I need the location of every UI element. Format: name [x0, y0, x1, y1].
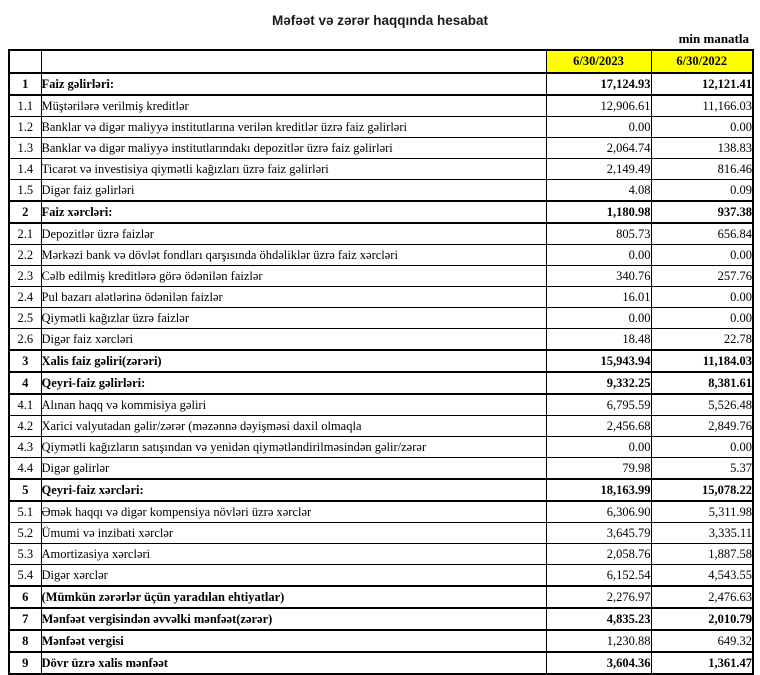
table-row [9, 652, 753, 674]
table-row [9, 138, 753, 159]
row-label: Cəlb edilmiş kreditlərə görə ödənilən faizlər [41, 266, 546, 287]
row-number: 8 [9, 630, 41, 652]
value-2022: 2,010.79 [651, 608, 753, 630]
value-2022: 1,887.58 [651, 544, 753, 565]
value-2022: 3,335.11 [651, 523, 753, 544]
row-label: Faiz xərcləri: [41, 201, 546, 223]
row-number: 2 [9, 201, 41, 223]
row-number: 1.3 [9, 138, 41, 159]
value-2023: 805.73 [546, 223, 651, 245]
value-2023: 79.98 [546, 458, 651, 480]
row-label: Xarici valyutadan gəlir/zərər (məzənnə dəyişməsi daxil olmaqla [41, 416, 546, 437]
table-row [9, 73, 753, 95]
row-label: Əmək haqqı və digər kompensiya növləri üzrə xərclər [41, 501, 546, 523]
table-row [9, 372, 753, 394]
row-number: 4.1 [9, 394, 41, 416]
table-row [9, 117, 753, 138]
row-label: (Mümkün zərərlər üçün yaradılan ehtiyatlar) [41, 586, 546, 608]
value-2022: 8,381.61 [651, 372, 753, 394]
value-2023: 6,795.59 [546, 394, 651, 416]
row-number: 9 [9, 652, 41, 674]
table-row [9, 630, 753, 652]
row-label: Qiymətli kağızların satışından və yenidən qiymətləndirilməsindən gəlir/zərər [41, 437, 546, 458]
row-number: 2.6 [9, 329, 41, 351]
value-2023: 6,152.54 [546, 565, 651, 587]
row-number: 1.1 [9, 95, 41, 117]
row-label: Qeyri-faiz xərcləri: [41, 479, 546, 501]
row-number: 5.2 [9, 523, 41, 544]
value-2022: 138.83 [651, 138, 753, 159]
row-number: 1.2 [9, 117, 41, 138]
table-row [9, 180, 753, 202]
value-2022: 816.46 [651, 159, 753, 180]
row-label: Faiz gəlirləri: [41, 73, 546, 95]
value-2023: 2,058.76 [546, 544, 651, 565]
row-number: 5.3 [9, 544, 41, 565]
page-title: Məfəət və zərər haqqında hesabat [271, 13, 489, 28]
value-2022: 0.00 [651, 437, 753, 458]
value-2022: 11,184.03 [651, 350, 753, 372]
row-number: 5.4 [9, 565, 41, 587]
value-2023: 9,332.25 [546, 372, 651, 394]
value-2023: 2,276.97 [546, 586, 651, 608]
table-row [9, 350, 753, 372]
value-2022: 2,476.63 [651, 586, 753, 608]
table-header-row [9, 50, 753, 73]
row-label: Mənfəət vergisi [41, 630, 546, 652]
row-number: 3 [9, 350, 41, 372]
row-label: Banklar və digər maliyyə institutlarındakı depozitlər üzrə faiz gəlirləri [41, 138, 546, 159]
row-label: Banklar və digər maliyyə institutlarına verilən kreditlər üzrə faiz gəlirləri [41, 117, 546, 138]
value-2022: 0.00 [651, 245, 753, 266]
table-row [9, 501, 753, 523]
row-label: Xalis faiz gəliri(zərəri) [41, 350, 546, 372]
row-label: Qiymətli kağızlar üzrə faizlər [41, 308, 546, 329]
value-2022: 5,526.48 [651, 394, 753, 416]
table-row [9, 458, 753, 480]
table-row [9, 608, 753, 630]
row-number: 5 [9, 479, 41, 501]
value-2023: 18.48 [546, 329, 651, 351]
report-page [0, 13, 760, 670]
value-2023: 18,163.99 [546, 479, 651, 501]
value-2022: 11,166.03 [651, 95, 753, 117]
unit-note: min manatla [678, 31, 749, 46]
table-row [9, 394, 753, 416]
row-number: 4.4 [9, 458, 41, 480]
row-number: 5.1 [9, 501, 41, 523]
value-2023: 2,456.68 [546, 416, 651, 437]
header-number-cell [9, 50, 41, 73]
row-label: Amortizasiya xərcləri [41, 544, 546, 565]
value-2023: 2,149.49 [546, 159, 651, 180]
row-label: Digər faiz xərcləri [41, 329, 546, 351]
value-2022: 2,849.76 [651, 416, 753, 437]
table-row [9, 95, 753, 117]
table-row [9, 586, 753, 608]
table-row [9, 159, 753, 180]
table-row [9, 223, 753, 245]
row-number: 4 [9, 372, 41, 394]
value-2023: 3,645.79 [546, 523, 651, 544]
profit-loss-table [8, 49, 754, 675]
value-2023: 17,124.93 [546, 73, 651, 95]
row-label: Dövr üzrə xalis mənfəət [41, 652, 546, 674]
value-2022: 0.00 [651, 117, 753, 138]
row-number: 1 [9, 73, 41, 95]
value-2022: 649.32 [651, 630, 753, 652]
value-2023: 6,306.90 [546, 501, 651, 523]
value-2023: 0.00 [546, 245, 651, 266]
row-number: 6 [9, 586, 41, 608]
value-2023: 1,180.98 [546, 201, 651, 223]
value-2022: 4,543.55 [651, 565, 753, 587]
value-2022: 257.76 [651, 266, 753, 287]
value-2023: 16.01 [546, 287, 651, 308]
value-2022: 0.00 [651, 287, 753, 308]
row-number: 4.2 [9, 416, 41, 437]
table-row [9, 479, 753, 501]
row-label: Alınan haqq və kommisiya gəliri [41, 394, 546, 416]
value-2023: 4.08 [546, 180, 651, 202]
value-2022: 5,311.98 [651, 501, 753, 523]
row-label: Ümumi və inzibati xərclər [41, 523, 546, 544]
table-row [9, 245, 753, 266]
header-col-2023: 6/30/2023 [546, 50, 651, 73]
value-2023: 340.76 [546, 266, 651, 287]
row-number: 4.3 [9, 437, 41, 458]
row-number: 2.2 [9, 245, 41, 266]
table-row [9, 329, 753, 351]
table-row [9, 523, 753, 544]
table-row [9, 308, 753, 329]
row-number: 2.5 [9, 308, 41, 329]
table-body [9, 73, 753, 674]
row-label: Mənfəət vergisindən əvvəlki mənfəət(zərər) [41, 608, 546, 630]
row-label: Müştərilərə verilmiş kreditlər [41, 95, 546, 117]
value-2023: 0.00 [546, 437, 651, 458]
row-label: Digər faiz gəlirləri [41, 180, 546, 202]
value-2022: 12,121.41 [651, 73, 753, 95]
value-2023: 12,906.61 [546, 95, 651, 117]
table-row [9, 266, 753, 287]
value-2023: 15,943.94 [546, 350, 651, 372]
value-2023: 4,835.23 [546, 608, 651, 630]
row-label: Ticarət və investisiya qiymətli kağızları üzrə faiz gəlirləri [41, 159, 546, 180]
value-2022: 1,361.47 [651, 652, 753, 674]
table-row [9, 544, 753, 565]
row-label: Digər xərclər [41, 565, 546, 587]
value-2023: 1,230.88 [546, 630, 651, 652]
row-number: 2.3 [9, 266, 41, 287]
table-row [9, 437, 753, 458]
value-2023: 0.00 [546, 117, 651, 138]
table-row [9, 287, 753, 308]
value-2023: 3,604.36 [546, 652, 651, 674]
row-number: 1.5 [9, 180, 41, 202]
value-2023: 2,064.74 [546, 138, 651, 159]
value-2022: 0.00 [651, 308, 753, 329]
row-number: 1.4 [9, 159, 41, 180]
row-label: Digər gəlirlər [41, 458, 546, 480]
value-2022: 937.38 [651, 201, 753, 223]
row-number: 2.1 [9, 223, 41, 245]
header-description-cell [41, 50, 546, 73]
value-2022: 15,078.22 [651, 479, 753, 501]
value-2023: 0.00 [546, 308, 651, 329]
row-label: Pul bazarı alətlərinə ödənilən faizlər [41, 287, 546, 308]
row-label: Depozitlər üzrə faizlər [41, 223, 546, 245]
row-label: Mərkəzi bank və dövlət fondları qarşısında öhdəliklər üzrə faiz xərcləri [41, 245, 546, 266]
row-number: 7 [9, 608, 41, 630]
table-row [9, 416, 753, 437]
row-number: 2.4 [9, 287, 41, 308]
table-row [9, 565, 753, 587]
value-2022: 22.78 [651, 329, 753, 351]
row-label: Qeyri-faiz gəlirləri: [41, 372, 546, 394]
value-2022: 0.09 [651, 180, 753, 202]
value-2022: 656.84 [651, 223, 753, 245]
value-2022: 5.37 [651, 458, 753, 480]
table-row [9, 201, 753, 223]
header-col-2022: 6/30/2022 [651, 50, 753, 73]
